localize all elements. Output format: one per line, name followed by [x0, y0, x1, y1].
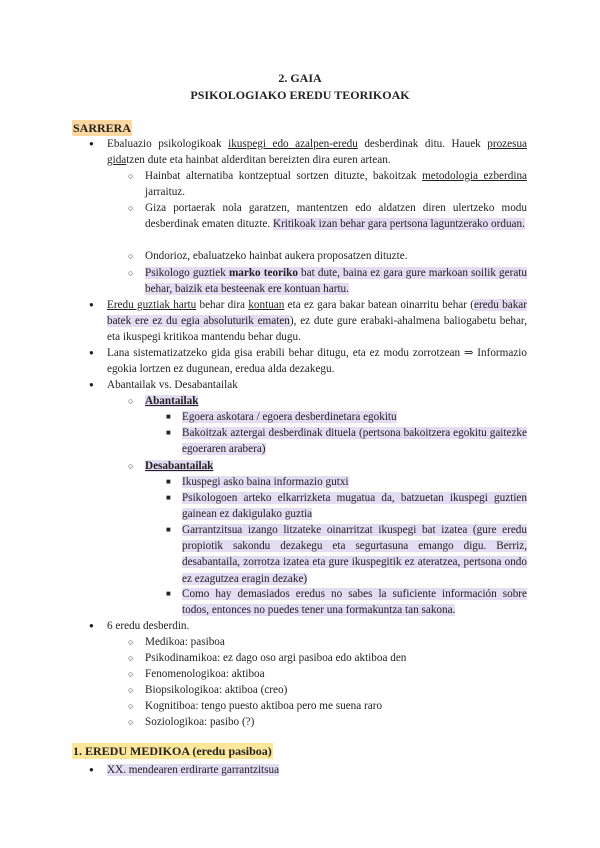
paragraph: Abantailak vs. Desabantailak	[107, 379, 238, 391]
paragraph: Hainbat alternatiba kontzeptual sortzen dituzte, bakoitzak metodologia ezberdina jarraituz.	[145, 170, 527, 199]
bullet-circle: ○	[128, 669, 134, 679]
bullet-disc: ●	[89, 621, 94, 630]
paragraph: Ondorioz, ebaluatzeko hainbat aukera proposatzen dituzte.	[145, 250, 408, 262]
paragraph: 6 eredu desberdin.	[107, 620, 190, 632]
bullet-square: ■	[166, 589, 171, 598]
paragraph: Psikologo guztiek marko teoriko bat dute, baina ez gara gure markoan soilik geratu behar, baizik eta besteenak ere kontuan hartu.	[145, 267, 527, 296]
bullet-disc: ●	[89, 348, 94, 357]
bullet-circle: ○	[128, 685, 134, 695]
paragraph: Giza portaerak nola garatzen, mantentzen edo aldatzen diren ulertzeko modu desberdinak ematen dituzte. Kritikoak izan behar gara pertsona laguntzerako orduan.	[145, 202, 527, 231]
section-heading-eredu-medikoa: 1. EREDU MEDIKOA (eredu pasiboa)	[73, 744, 272, 758]
bullet-square: ■	[166, 493, 171, 502]
paragraph: Eredu guztiak hartu behar dira kontuan eta ez gara bakar batean oinarritu behar (eredu bakar batek ere ez du egia absoluturik ematen), ez dute gure erabaki-ahalmena baliogabetu behar, eta ikuspegi kritikoa mantendu behar dugu.	[107, 299, 528, 344]
list-item: Kognitiboa: tengo puesto aktiboa pero me suena raro	[145, 700, 383, 712]
subheading-abantailak: Abantailak	[145, 395, 199, 407]
list-item: Egoera askotara / egoera desberdinetara egokitu	[182, 411, 397, 423]
bullet-circle: ○	[128, 461, 134, 471]
section-heading-sarrera: SARRERA	[73, 121, 132, 135]
bullet-disc: ●	[89, 300, 94, 309]
bullet-circle: ○	[128, 268, 134, 278]
list-item: Medikoa: pasiboa	[145, 636, 225, 648]
bullet-circle: ○	[128, 653, 134, 663]
list-item: Soziologikoa: pasibo (?)	[145, 716, 255, 728]
subheading-desabantailak: Desabantailak	[145, 460, 214, 472]
paragraph: XX. mendearen erdirarte garrantzitsua	[107, 764, 280, 776]
list-item: Garrantzitsua izango litzateke oinarritzat ikuspegi bat izatea (gure eredu propiotik sakondu dezakegu eta segurtasuna emango digu. Berriz, desabantaila, zorrotza izatea eta gure ikuspegitik ez ateratzea, pertsona ondo ez ezagutzea eragin dezake)	[182, 524, 527, 585]
bullet-disc: ●	[89, 765, 94, 774]
bullet-disc: ●	[89, 139, 94, 148]
bullet-square: ■	[166, 428, 171, 437]
list-item: Psikodinamikoa: ez dago oso argi pasiboa edo aktiboa den	[145, 652, 407, 664]
paragraph: Lana sistematizatzeko gida gisa erabili behar ditugu, eta ez modu zorrotzean ⇒ Informazio egokia lortzen ez dugunean, eredua alda dezakegu.	[107, 347, 527, 376]
bullet-circle: ○	[128, 171, 134, 181]
chapter-title: PSIKOLOGIAKO EREDU TEORIKOAK	[190, 88, 410, 102]
bullet-circle: ○	[128, 396, 134, 406]
list-item: Fenomenologikoa: aktiboa	[145, 668, 265, 680]
list-item: Biopsikologikoa: aktiboa (creo)	[145, 684, 288, 696]
list-item: Bakoitzak aztergai desberdinak dituela (pertsona bakoitzera egokitu gaitezke egoeraren arabera)	[182, 427, 527, 456]
bullet-square: ■	[166, 477, 171, 486]
bullet-square: ■	[166, 525, 171, 534]
list-item: Como hay demasiados eredus no sabes la suficiente información sobre todos, entonces no puedes tener una formakuntza tan sakona.	[182, 588, 527, 617]
bullet-circle: ○	[128, 701, 134, 711]
bullet-circle: ○	[128, 251, 134, 261]
chapter-number: 2. GAIA	[278, 71, 322, 85]
bullet-circle: ○	[128, 203, 134, 213]
bullet-disc: ●	[89, 380, 94, 389]
bullet-square: ■	[166, 412, 171, 421]
list-item: Ikuspegi asko baina informazio gutxi	[182, 476, 349, 488]
list-item: Psikologoen arteko elkarrizketa mugatua da, batzuetan ikuspegi guztien gainean ez dakigulako guztia	[182, 492, 527, 521]
paragraph: Ebaluazio psikologikoak ikuspegi edo azalpen-eredu desberdinak ditu. Hauek prozesua gidatzen dute eta hainbat alderditan bereizten dira euren artean.	[107, 138, 528, 167]
bullet-circle: ○	[128, 717, 134, 727]
bullet-circle: ○	[128, 637, 134, 647]
